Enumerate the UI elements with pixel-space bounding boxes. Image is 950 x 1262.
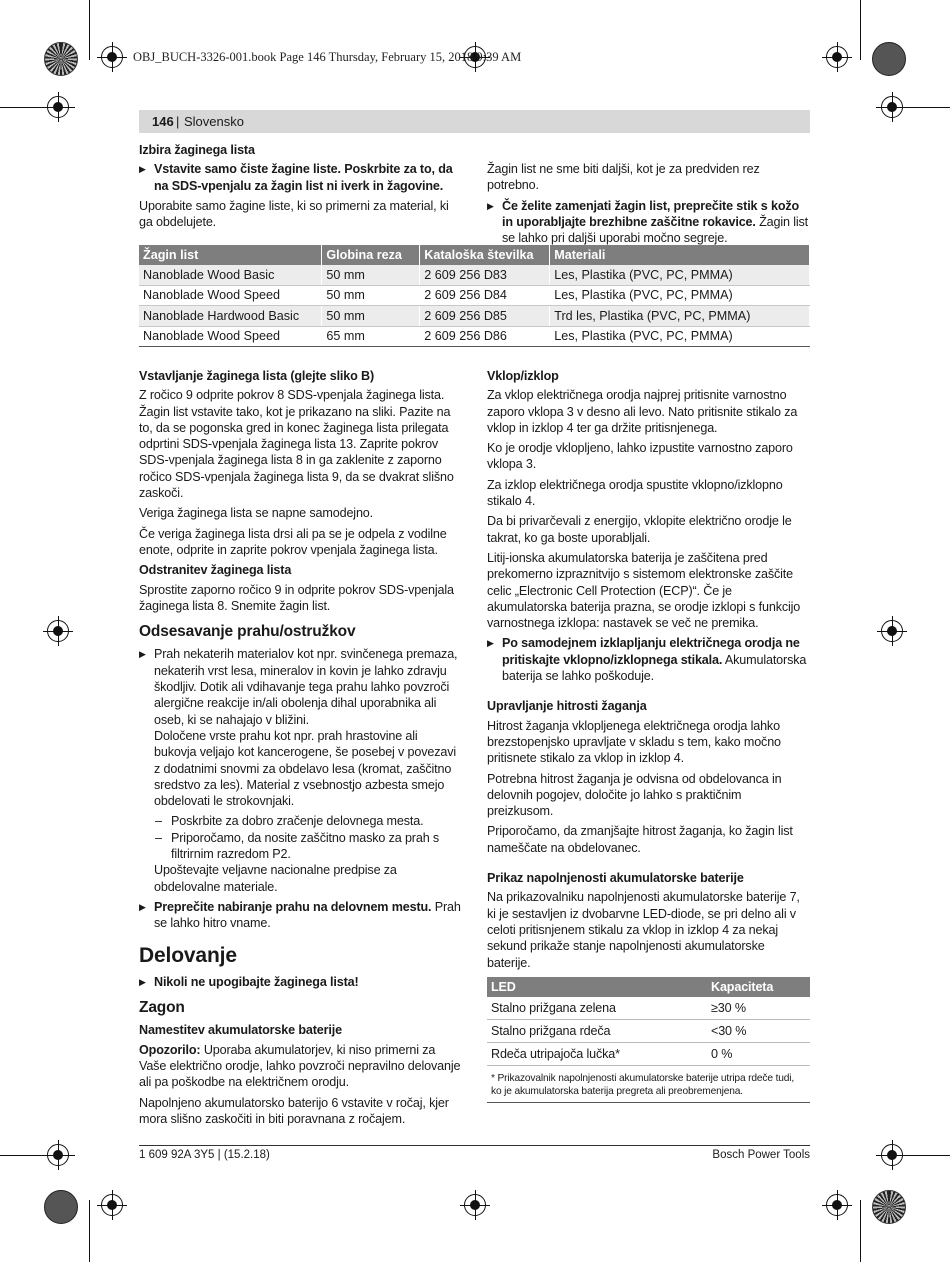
registration-mark-icon bbox=[877, 616, 907, 646]
dash-text: Poskrbite za dobro zračenje delovnega mesta. bbox=[171, 814, 424, 829]
registration-mark-icon bbox=[822, 42, 852, 72]
led-table bbox=[487, 977, 810, 1103]
table-cell: Les, Plastika (PVC, PC, PMMA) bbox=[550, 285, 810, 306]
right-column bbox=[487, 368, 810, 1103]
paragraph: Za izklop električnega orodja spustite vklopno/izklopno stikalo 4. bbox=[487, 477, 783, 509]
table-cell: Nanoblade Wood Basic bbox=[139, 265, 322, 285]
table-cell: 50 mm bbox=[322, 265, 420, 285]
bullet-item bbox=[487, 635, 810, 684]
bullet-rest: Prah se lahko hitro vname. bbox=[154, 899, 461, 931]
header-language: Slovensko bbox=[184, 114, 244, 129]
bullet-bold: Če želite zamenjati žagin list, preprečite stik s kožo in uporabljajte brezhibne zaščitne rokavice. bbox=[502, 198, 800, 229]
section-heading: Namestitev akumulatorske baterije bbox=[139, 1023, 342, 1038]
table-row bbox=[487, 1042, 810, 1065]
dash-item: – Poskrbite za dobro zračenje delovnega mesta. bbox=[155, 814, 424, 829]
crop-line bbox=[0, 1155, 75, 1156]
page-header bbox=[139, 110, 810, 133]
paragraph: Na prikazovalniku napolnjenosti akumulatorske baterije 7, ki je sestavljen iz dvobarvne LED-diode, se pri delno ali v celoti pritisnjenem stikalu za vklop in izklop 4 za nekaj sekund prikaže stanje napolnjenosti akumulatorske baterije. bbox=[487, 890, 800, 970]
section-heading: Odsesavanje prahu/ostružkov bbox=[139, 623, 356, 641]
section-heading: Odstranitev žaginega lista bbox=[139, 563, 292, 578]
bullet-text: Vstavite samo čiste žagine liste. Poskrbite za to, da na SDS-vpenjalu za žagin list ni iverk in žagovine. bbox=[154, 162, 453, 193]
table-row bbox=[139, 265, 810, 285]
paragraph: Sprostite zaporno ročico 9 in odprite pokrov SDS-vpenjala žaginega lista 8. Snemite žagin list. bbox=[139, 582, 454, 613]
table-row bbox=[139, 306, 810, 327]
section-heading: Delovanje bbox=[139, 943, 237, 967]
gray-target-icon bbox=[872, 42, 906, 76]
paragraph: Napolnjeno akumulatorsko baterijo 6 vstavite v ročaj, kjer mora slišno zaskočiti in biti poravnana z ročajem. bbox=[139, 1095, 449, 1126]
bullet-item bbox=[139, 974, 463, 990]
bullet-rest: Žagin list se lahko pri daljši uporabi močno segreje. bbox=[502, 214, 808, 246]
table-cell: Rdeča utripajoča lučka* bbox=[487, 1042, 707, 1065]
paragraph: Žagin list ne sme biti daljši, kot je za predviden rez potrebno. bbox=[487, 162, 760, 193]
header-separator: | bbox=[176, 114, 180, 129]
crop-line bbox=[876, 1155, 950, 1156]
table-header: Žagin list bbox=[139, 245, 322, 265]
paragraph: Z ročico 9 odprite pokrov 8 SDS-vpenjala žaginega lista. Žagin list vstavite tako, kot je prikazano na sliki. Pazite na to, da se pogonska gred in konec žaginega lista prilegata odprtini SDS-vpenjala žaginega lista 13. Zaprite pokrov SDS-vpenjala žaginega lista 8 in ga zaklenite z zaporno ročico SDS-vpenjala žaginega lista 9, da se dvakrat slišno zaskoči. bbox=[139, 388, 454, 501]
page-number: 146 bbox=[152, 114, 174, 129]
paragraph: Veriga žaginega lista se napne samodejno. bbox=[139, 506, 373, 521]
bullet-bold: Nikoli ne upogibajte žaginega lista! bbox=[154, 974, 359, 989]
section-heading: Zagon bbox=[139, 999, 185, 1017]
footer-brand: Bosch Power Tools bbox=[712, 1149, 810, 1161]
paragraph: Če veriga žaginega lista drsi ali pa se je odpela z vodilne enote, odprite in zaprite pokrov vpenjala žaginega lista. bbox=[139, 526, 447, 557]
table-cell: Nanoblade Hardwood Basic bbox=[139, 306, 322, 327]
table-header: Kataloška številka bbox=[420, 245, 550, 265]
table-cell: Nanoblade Wood Speed bbox=[139, 326, 322, 347]
table-cell: 2 609 256 D86 bbox=[420, 326, 550, 347]
bullet-text: ▶ Prah nekaterih materialov kot npr. svinčenega premaza, nekaterih vrst lesa, mineralov in kovin je lahko zdravju škodljiv. Dotik ali vdihavanje tega prahu lahko povzroči alergične reakcije in/ali obolenja dihal uporabnika ali oseb, ki se nahajajo v bližini. bbox=[154, 647, 458, 727]
blade-selection-section bbox=[139, 142, 463, 234]
paragraph: Ko je orodje vklopljeno, lahko izpustite varnostno zaporo vklopa 3. bbox=[487, 441, 793, 472]
table-cell: 0 % bbox=[707, 1042, 810, 1065]
table-cell: Stalno prižgana zelena bbox=[487, 997, 707, 1020]
bullet-item bbox=[139, 899, 463, 932]
table-footnote: * Prikazovalnik napolnjenosti akumulatorske baterije utripa rdeče tudi, ko je akumulatorska baterija pregreta ali preobremenjena. bbox=[487, 1065, 810, 1102]
paragraph: Potrebna hitrost žaganja je odvisna od obdelovanca in delovnih pogojev, določite jo lahko s praktičnim preizkusom. bbox=[487, 771, 782, 819]
table-cell: Les, Plastika (PVC, PC, PMMA) bbox=[550, 326, 810, 347]
dash-text: Priporočamo, da nosite zaščitno masko za prah s filtrirnim razredom P2. bbox=[171, 830, 440, 862]
table-cell: 50 mm bbox=[322, 285, 420, 306]
gray-target-icon bbox=[44, 1190, 78, 1224]
table-cell: <30 % bbox=[707, 1019, 810, 1042]
print-slug: OBJ_BUCH-3326-001.book Page 146 Thursday, February 15, 2018 9:39 AM bbox=[133, 50, 522, 64]
table-cell: 50 mm bbox=[322, 306, 420, 327]
table-row bbox=[487, 1019, 810, 1042]
table-header: Materiali bbox=[550, 245, 810, 265]
footer-doc-number: 1 609 92A 3Y5 | (15.2.18) bbox=[139, 1149, 270, 1161]
bullet-rest: Akumulatorska baterija se lahko poškoduje. bbox=[502, 652, 807, 684]
section-heading: Izbira žaginega lista bbox=[139, 143, 255, 157]
registration-mark-icon bbox=[460, 1190, 490, 1220]
color-target-icon bbox=[44, 42, 78, 76]
left-column bbox=[139, 368, 463, 1131]
registration-mark-icon bbox=[43, 616, 73, 646]
table-row bbox=[139, 285, 810, 306]
paragraph: Litij-ionska akumulatorska baterija je zaščitena pred prekomerno izpraznitvijo s sistemom elektronske zaščite celic „Electronic Cell Protection (ECP)“. Če je akumulatorska baterija prazna, se orodje izklopi s funkcijo varnostnega izklopa: nastavek se več ne premika. bbox=[487, 550, 801, 631]
table-header: Kapaciteta bbox=[707, 977, 810, 997]
table-row bbox=[487, 997, 810, 1020]
paragraph: Za vklop električnega orodja najprej pritisnite varnostno zaporo vklopa 3 v desno ali levo. Nato pritisnite stikalo za vklop in izklop 4 ter ga držite pritisnjenega. bbox=[487, 388, 798, 435]
crop-line bbox=[876, 107, 950, 108]
dash-item: – Priporočamo, da nosite zaščitno masko za prah s filtrirnim razredom P2. bbox=[155, 830, 440, 862]
table-cell: ≥30 % bbox=[707, 997, 810, 1020]
table-row bbox=[487, 1065, 810, 1102]
paragraph: Uporabite samo žagine liste, ki so primerni za material, ki ga obdelujete. bbox=[139, 198, 449, 230]
table-cell: 2 609 256 D85 bbox=[420, 306, 550, 327]
table-cell: Les, Plastika (PVC, PC, PMMA) bbox=[550, 265, 810, 285]
registration-mark-icon bbox=[822, 1190, 852, 1220]
registration-mark-icon bbox=[97, 42, 127, 72]
section-heading: Prikaz napolnjenosti akumulatorske baterije bbox=[487, 871, 744, 886]
paragraph: Upoštevajte veljavne nacionalne predpise za obdelovalne materiale. bbox=[154, 863, 397, 894]
table-cell: 2 609 256 D84 bbox=[420, 285, 550, 306]
table-cell: Trd les, Plastika (PVC, PC, PMMA) bbox=[550, 306, 810, 327]
table-header: Globina reza bbox=[322, 245, 420, 265]
bullet-bold: Preprečite nabiranje prahu na delovnem mestu. bbox=[154, 899, 432, 914]
blade-table bbox=[139, 245, 810, 347]
crop-line bbox=[89, 1200, 90, 1262]
bullet-item bbox=[139, 161, 463, 194]
bullet-item bbox=[487, 198, 810, 247]
blade-length-section bbox=[487, 161, 810, 250]
paragraph: Priporočamo, da zmanjšajte hitrost žaganja, ko žagin list nameščate na obdelovanec. bbox=[487, 824, 793, 855]
crop-line bbox=[0, 107, 75, 108]
registration-mark-icon bbox=[97, 1190, 127, 1220]
paragraph bbox=[139, 1042, 463, 1091]
section-heading: Upravljanje hitrosti žaganja bbox=[487, 699, 647, 714]
table-cell: 65 mm bbox=[322, 326, 420, 347]
table-cell: Stalno prižgana rdeča bbox=[487, 1019, 707, 1042]
bullet-text: Določene vrste prahu kot npr. prah hrastovine ali bukovja veljajo kot kancerogene, še posebej v povezavi z dodatnimi snovmi za obdelavo lesa (kromat, zaščitno sredstvo za les). Material z vsebnostjo azbesta smejo obdelovati le strokovnjaki. bbox=[154, 728, 457, 809]
color-target-icon bbox=[872, 1190, 906, 1224]
footer-rule bbox=[139, 1145, 810, 1146]
paragraph: Da bi privarčevali z energijo, vklopite električno orodje le takrat, ko ga boste uporabljali. bbox=[487, 514, 792, 545]
table-cell: Nanoblade Wood Speed bbox=[139, 285, 322, 306]
table-cell: 2 609 256 D83 bbox=[420, 265, 550, 285]
section-heading: Vstavljanje žaginega lista (glejte sliko B) bbox=[139, 369, 375, 383]
paragraph: Hitrost žaganja vklopljenega električnega orodja lahko brezstopenjsko upravljate v skladu s tem, kako močno pritisnete stikalo za vklop in izklop 4. bbox=[487, 718, 781, 766]
crop-line bbox=[89, 0, 90, 60]
warning-label: Opozorilo: bbox=[139, 1042, 201, 1057]
crop-line bbox=[860, 1200, 861, 1262]
crop-line bbox=[860, 0, 861, 60]
bullet-item bbox=[139, 646, 463, 809]
warning-text: Uporaba akumulatorjev, ki niso primerni za Vaše električno orodje, lahko povzroči nepravilno delovanje ali pa poškodbe na električnem orodju. bbox=[139, 1042, 461, 1090]
table-row bbox=[139, 326, 810, 347]
section-heading: Vklop/izklop bbox=[487, 369, 559, 383]
table-header: LED bbox=[487, 977, 707, 997]
bullet-bold: Po samodejnem izklapljanju električnega orodja ne pritiskajte vklopno/izklopnega stikala. bbox=[502, 636, 800, 667]
